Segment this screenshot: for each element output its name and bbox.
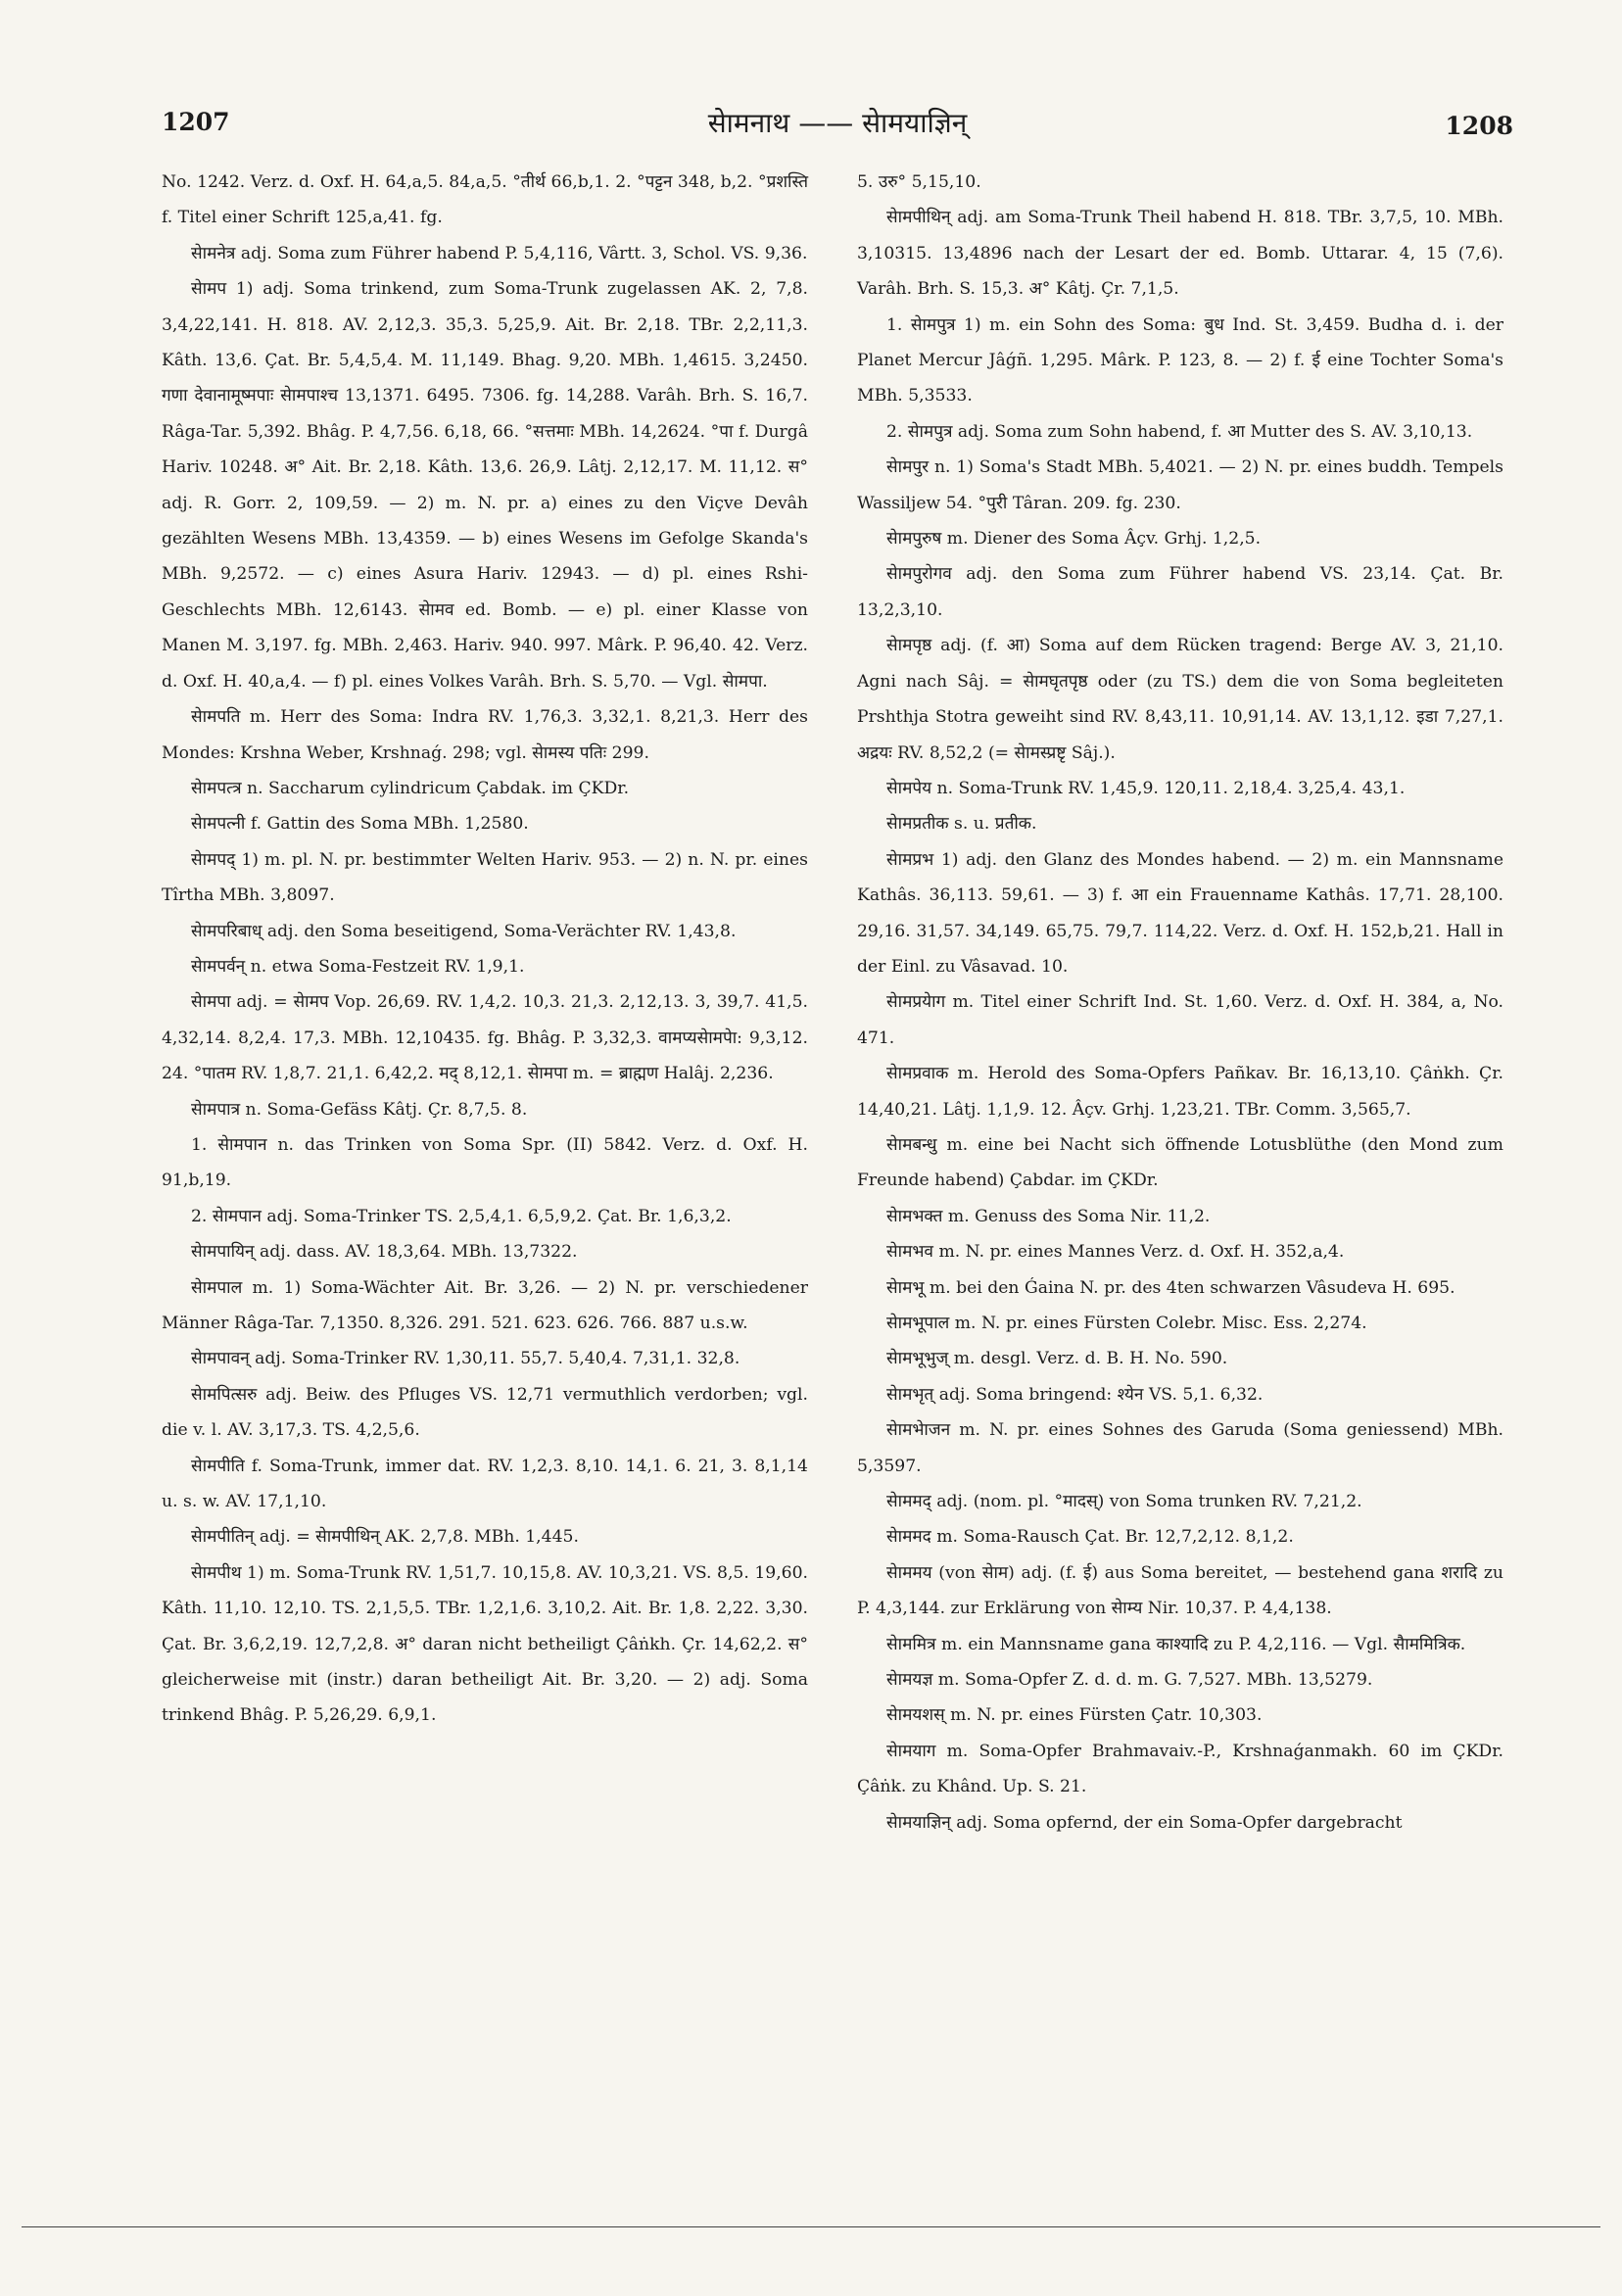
dictionary-entry: सेामयाज्ञिन् adj. Soma opfernd, der ein Soma-Opfer dargebracht xyxy=(886,1812,1403,1833)
dictionary-entry: सेामपुरुष m. Diener des Soma Âçv. Grhj. 1,2,5. xyxy=(886,529,1262,550)
dictionary-entry: सेामपावन् adj. Soma-Trinker RV. 1,30,11. 55,7. 5,40,4. 7,31,1. 32,8. xyxy=(191,1349,740,1369)
dictionary-entry: 2. सेामपुत्र adj. Soma zum Sohn habend, f. आ Mutter des S. AV. 3,10,13. xyxy=(886,421,1473,442)
dictionary-entry: 5. उरु° 5,15,10. xyxy=(857,172,981,192)
dictionary-entry: सेामभक्त m. Genuss des Soma Nir. 11,2. xyxy=(886,1206,1211,1226)
dictionary-entry: सेामपत्नी f. Gattin des Soma MBh. 1,2580. xyxy=(191,814,529,835)
dictionary-entry: सेामप्रतीक s. u. प्रतीक. xyxy=(886,814,1037,835)
dictionary-entry: सेामपरिबाध् adj. den Soma beseitigend, Soma-Verächter RV. 1,43,8. xyxy=(191,921,737,941)
dictionary-entry: सेाममित्र m. ein Mannsname gana काश्यादि zu P. 4,2,116. — Vgl. सैाममित्रिक. xyxy=(886,1634,1466,1654)
dictionary-entry: सेामयशस् m. N. pr. eines Fürsten Çatr. 10,303. xyxy=(886,1705,1263,1726)
dictionary-entry: सेामपित्सरु adj. Beiw. des Pfluges VS. 12,71 vermuthlich verdorben; vgl. die v. l. AV. 3,17,3. TS. 4,2,5,6. xyxy=(162,1384,808,1441)
dictionary-entry: सेाममद् adj. (nom. pl. °मादस्) von Soma trunken RV. 7,21,2. xyxy=(886,1492,1362,1512)
dictionary-entry: सेामपा adj. = सेामप Vop. 26,69. RV. 1,4,2. 10,3. 21,3. 2,12,13. 3, 39,7. 41,5. 4,32,14. 8,2,4. 17,3. MBh. 12,10435. fg. Bhâg. P. 3,32,3. वामप्यसेामपेा: 9,3,12. 24. °पातम RV. 1,8,7. 21,1. 6,42,2. मद् 8,12,1. सेामपा m. = ब्राह्मण Halâj. 2,236. xyxy=(162,992,808,1084)
right-column xyxy=(857,165,1503,1841)
dictionary-entry: सेामपर्वन् n. etwa Soma-Festzeit RV. 1,9,1. xyxy=(191,956,525,977)
dictionary-entry: सेामप्रयेाग m. Titel einer Schrift Ind. St. 1,60. Verz. d. Oxf. H. 384, a, No. 471. xyxy=(857,992,1503,1048)
dictionary-entry: सेामपायिन् adj. dass. AV. 18,3,64. MBh. 13,7322. xyxy=(191,1242,578,1263)
footer-rule xyxy=(22,2226,1600,2227)
dictionary-entry: सेामपात्र n. Soma-Gefäss Kâtj. Çr. 8,7,5. 8. xyxy=(191,1099,528,1120)
running-title: सेामनाथ —— सेामयाज्ञिन् xyxy=(707,107,968,139)
dictionary-entry: सेामभूपाल m. N. pr. eines Fürsten Colebr. Misc. Ess. 2,274. xyxy=(886,1314,1367,1333)
dictionary-entry: सेामपत्त्र n. Saccharum cylindricum Çabdak. im ÇKDr. xyxy=(191,778,630,798)
dictionary-entry: सेाममय (von सेाम) adj. (f. ई) aus Soma bereitet, — bestehend gana शरादि zu P. 4,3,144. zur Erklärung von सेाम्य Nir. 10,37. P. 4,4,138. xyxy=(857,1562,1503,1619)
page-number-left: 1207 xyxy=(162,108,230,136)
dictionary-entry: सेामभव m. N. pr. eines Mannes Verz. d. Oxf. H. 352,a,4. xyxy=(886,1242,1345,1263)
dictionary-entry: 1. सेामपान n. das Trinken von Soma Spr. (II) 5842. Verz. d. Oxf. H. 91,b,19. xyxy=(162,1134,808,1191)
dictionary-entry: सेामपीथिन् adj. am Soma-Trunk Theil habend H. 818. TBr. 3,7,5, 10. MBh. 3,10315. 13,4896 nach der Lesart der ed. Bomb. Uttarar. 4, 15 (7,6). Varâh. Brh. S. 15,3. अ° Kâtj. Çr. 7,1,5. xyxy=(857,208,1503,300)
dictionary-entry: सेामयाग m. Soma-Opfer Brahmavaiv.-P., Krshnaǵanmakh. 60 im ÇKDr. Çâṅk. zu Khând. Up. S. 21. xyxy=(857,1741,1503,1797)
dictionary-entry: सेामपाल m. 1) Soma-Wächter Ait. Br. 3,26. — 2) N. pr. verschiedener Männer Râga-Tar. 7,1350. 8,326. 291. 521. 623. 626. 766. 887 u.s.w. xyxy=(162,1277,808,1333)
page-header xyxy=(162,108,1513,157)
dictionary-entry: सेामपुर n. 1) Soma's Stadt MBh. 5,4021. — 2) N. pr. eines buddh. Tempels Wassiljew 54. °पुरी Târan. 209. fg. 230. xyxy=(857,457,1503,513)
dictionary-entry: सेामभेाजन m. N. pr. eines Sohnes des Garuda (Soma geniessend) MBh. 5,3597. xyxy=(857,1420,1503,1476)
dictionary-entry: सेामप्रभ 1) adj. den Glanz des Mondes habend. — 2) m. ein Mannsname Kathâs. 36,113. 59,61. — 3) f. आ ein Frauenname Kathâs. 17,71. 28,100. 29,16. 31,57. 34,149. 65,75. 79,7. 114,22. Verz. d. Oxf. H. 152,b,21. Hall in der Einl. zu Vâsavad. 10. xyxy=(857,849,1503,977)
dictionary-entry: 2. सेामपान adj. Soma-Trinker TS. 2,5,4,1. 6,5,9,2. Çat. Br. 1,6,3,2. xyxy=(191,1206,732,1226)
dictionary-entry: सेामभूभुज् m. desgl. Verz. d. B. H. No. 590. xyxy=(886,1349,1228,1369)
dictionary-entry: सेामनेत्र adj. Soma zum Führer habend P. 5,4,116, Vârtt. 3, Schol. VS. 9,36. xyxy=(191,243,808,263)
dictionary-entry: 1. सेामपुत्र 1) m. ein Sohn des Soma: बुध Ind. St. 3,459. Budha d. i. der Planet Mercur Jâǵñ. 1,295. Mârk. P. 123, 8. — 2) f. ई eine Tochter Soma's MBh. 5,3533. xyxy=(857,314,1503,407)
dictionary-entry: सेामपीथ 1) m. Soma-Trunk RV. 1,51,7. 10,15,8. AV. 10,3,21. VS. 8,5. 19,60. Kâth. 11,10. 12,10. TS. 2,1,5,5. TBr. 1,2,1,6. 3,10,2. Ait. Br. 1,8. 2,22. 3,30. Çat. Br. 3,6,2,19. 12,7,2,8. अ° daran nicht betheiligt Çâṅkh. Çr. 14,62,2. स° gleicherweise mit (instr.) daran betheiligt Ait. Br. 3,20. — 2) adj. Soma trinkend Bhâg. P. 5,26,29. 6,9,1. xyxy=(162,1562,808,1726)
dictionary-entry: No. 1242. Verz. d. Oxf. H. 64,a,5. 84,a,5. °तीर्थ 66,b,1. 2. °पट्टन 348, b,2. °प्रशस्ति f. Titel einer Schrift 125,a,41. fg. xyxy=(162,172,808,228)
dictionary-entry: सेामप्रवाक m. Herold des Soma-Opfers Pañkav. Br. 16,13,10. Çâṅkh. Çr. 14,40,21. Lâtj. 1,1,9. 12. Âçv. Grhj. 1,23,21. TBr. Comm. 3,565,7. xyxy=(857,1064,1503,1120)
page-number-right: 1208 xyxy=(1445,112,1513,140)
dictionary-entry: सेामयज्ञ m. Soma-Opfer Z. d. d. m. G. 7,527. MBh. 13,5279. xyxy=(886,1670,1373,1691)
dictionary-entry: सेामभू m. bei den Ǵaina N. pr. des 4ten schwarzen Vâsudeva H. 695. xyxy=(886,1277,1455,1298)
dictionary-entry: सेामपेय n. Soma-Trunk RV. 1,45,9. 120,11. 2,18,4. 3,25,4. 43,1. xyxy=(886,778,1406,798)
dictionary-entry: सेामभृत् adj. Soma bringend: श्येन VS. 5,1. 6,32. xyxy=(886,1384,1264,1405)
dictionary-entry: सेामपीति f. Soma-Trunk, immer dat. RV. 1,2,3. 8,10. 14,1. 6. 21, 3. 8,1,14 u. s. w. AV. 17,1,10. xyxy=(162,1456,808,1512)
dictionary-entry: सेाममद m. Soma-Rausch Çat. Br. 12,7,2,12. 8,1,2. xyxy=(886,1527,1294,1548)
dictionary-entry: सेामपीतिन् adj. = सेामपीथिन् AK. 2,7,8. MBh. 1,445. xyxy=(191,1527,579,1548)
dictionary-entry: सेामपद् 1) m. pl. N. pr. bestimmter Welten Hariv. 953. — 2) n. N. pr. eines Tîrtha MBh. 3,8097. xyxy=(162,849,808,906)
left-column xyxy=(162,165,808,1734)
dictionary-entry: सेामप 1) adj. Soma trinkend, zum Soma-Trunk zugelassen AK. 2, 7,8. 3,4,22,141. H. 818. AV. 2,12,3. 35,3. 5,25,9. Ait. Br. 2,18. TBr. 2,2,11,3. Kâth. 13,6. Çat. Br. 5,4,5,4. M. 11,149. Bhag. 9,20. MBh. 1,4615. 3,2450. गणा देवानामूष्मपाः सेामपाश्च 13,1371. 6495. 7306. fg. 14,288. Varâh. Brh. S. 16,7. Râga-Tar. 5,392. Bhâg. P. 4,7,56. 6,18, 66. °सत्तमाः MBh. 14,2624. °पा f. Durgâ Hariv. 10248. अ° Ait. Br. 2,18. Kâth. 13,6. 26,9. Lâtj. 2,12,17. M. 11,12. स° adj. R. Gorr. 2, 109,59. — 2) m. N. pr. a) eines zu den Viçve Devâh gezählten Wesens MBh. 13,4359. — b) eines Wesens im Gefolge Skanda's MBh. 9,2572. — c) eines Asura Hariv. 12943. — d) pl. eines Rshi-Geschlechts MBh. 12,6143. सेामव ed. Bomb. — e) pl. einer Klasse von Manen M. 3,197. fg. MBh. 2,463. Hariv. 940. 997. Mârk. P. 96,40. 42. Verz. d. Oxf. H. 40,a,4. — f) pl. eines Volkes Varâh. Brh. S. 5,70. — Vgl. सेामपा. xyxy=(162,279,808,692)
dictionary-entry: सेामपृष्ठ adj. (f. आ) Soma auf dem Rücken tragend: Berge AV. 3, 21,10. Agni nach Sâj. = सेामघृतपृष्ठ oder (zu TS.) dem die von Soma begleiteten Prshthja Stotra geweiht sind RV. 8,43,11. 10,91,14. AV. 13,1,12. इडा 7,27,1. अद्रयः RV. 8,52,2 (= सेामस्प्रष्टृ Sâj.). xyxy=(857,636,1503,763)
dictionary-entry: सेामपुरोगव adj. den Soma zum Führer habend VS. 23,14. Çat. Br. 13,2,3,10. xyxy=(857,564,1503,620)
dictionary-entry: सेामपति m. Herr des Soma: Indra RV. 1,76,3. 3,32,1. 8,21,3. Herr des Mondes: Krshna Weber, Krshnaǵ. 298; vgl. सेामस्य पतिः 299. xyxy=(162,707,808,763)
dictionary-entry: सेामबन्धु m. eine bei Nacht sich öffnende Lotusblüthe (den Mond zum Freunde habend) Çabdar. im ÇKDr. xyxy=(857,1134,1503,1191)
